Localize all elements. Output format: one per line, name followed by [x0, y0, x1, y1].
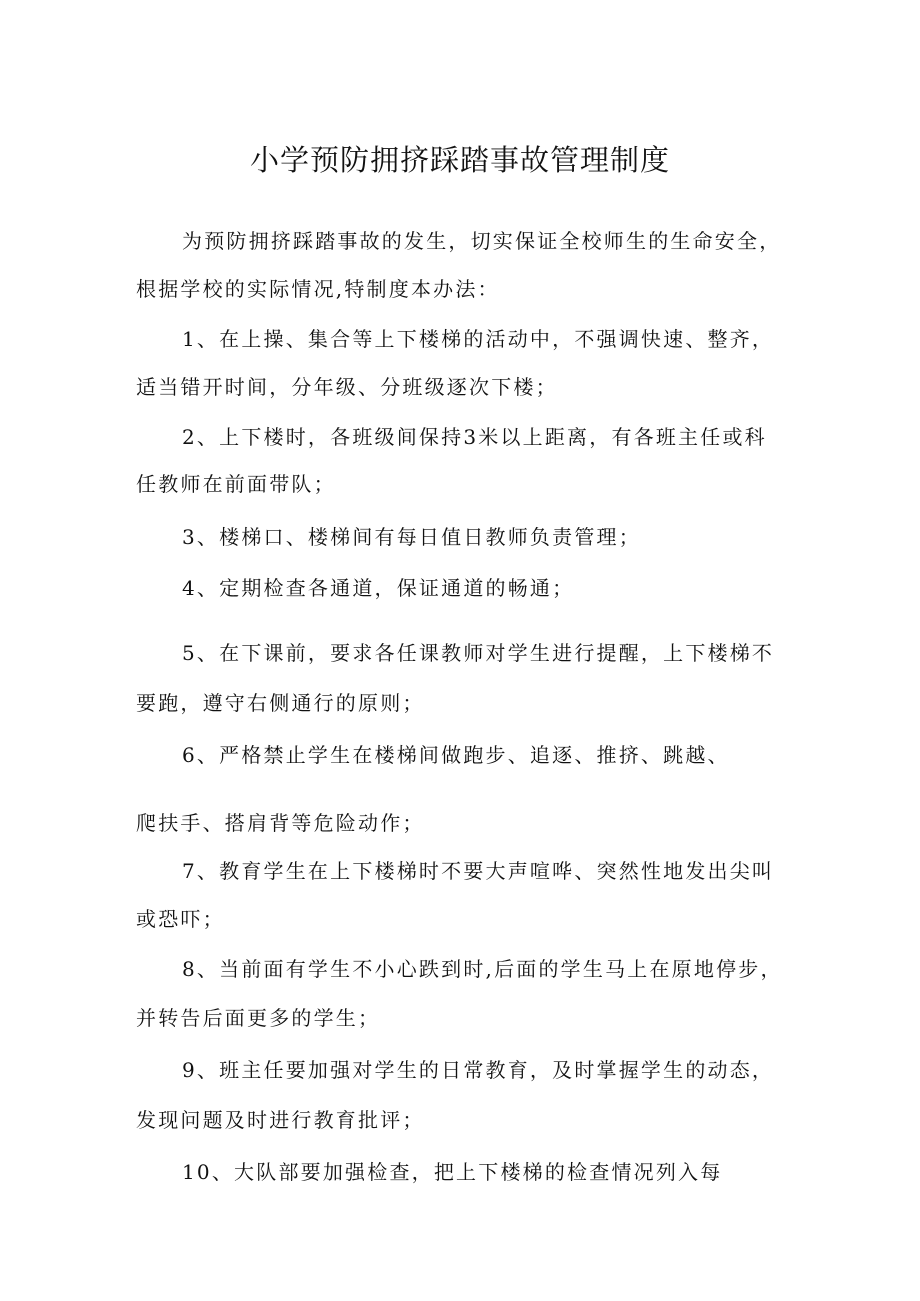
- document-title: 小学预防拥挤踩踏事故管理制度: [249, 143, 670, 177]
- rule-9-line-2: 发现问题及时进行教育批评；: [136, 1108, 425, 1132]
- rule-1-line-2: 适当错开时间，分年级、分班级逐次下楼；: [136, 375, 558, 399]
- rule-6-line-1: 6、严格禁止学生在楼梯间做跑步、追逐、推挤、跳越、: [182, 743, 730, 767]
- rule-2-line-2: 任教师在前面带队；: [136, 472, 336, 496]
- rule-8-line-1: 8、当前面有学生不小心跌到时,后面的学生马上在原地停步，: [182, 957, 783, 981]
- rule-10-line-1: 10、大队部要加强检查，把上下楼梯的检查情况列入每: [182, 1160, 723, 1184]
- rule-5-line-2: 要跑，遵守右侧通行的原则；: [136, 691, 425, 715]
- rule-9-line-1: 9、班主任要加强对学生的日常教育，及时掌握学生的动态，: [182, 1058, 775, 1082]
- rule-5-line-1: 5、在下课前，要求各任课教师对学生进行提醒，上下楼梯不: [182, 641, 775, 665]
- rule-1-line-1: 1、在上操、集合等上下楼梯的活动中，不强调快速、整齐，: [182, 327, 775, 351]
- intro-line-1: 为预防拥挤踩踏事故的发生，切实保证全校师生的生命安全，: [182, 229, 782, 253]
- intro-line-2: 根据学校的实际情况,特制度本办法：: [136, 277, 500, 301]
- rule-8-line-2: 并转告后面更多的学生；: [136, 1006, 381, 1030]
- rule-7-line-2: 或恐吓；: [136, 907, 225, 931]
- rule-4-line-1: 4、定期检查各通道，保证通道的畅通；: [182, 576, 575, 600]
- rule-2-line-1: 2、上下楼时，各班级间保持3米以上距离，有各班主任或科: [182, 425, 767, 449]
- rule-6-line-2: 爬扶手、搭肩背等危险动作；: [136, 811, 425, 835]
- rule-3-line-1: 3、楼梯口、楼梯间有每日值日教师负责管理；: [182, 525, 641, 549]
- rule-7-line-1: 7、教育学生在上下楼梯时不要大声喧哗、突然性地发出尖叫: [182, 859, 775, 883]
